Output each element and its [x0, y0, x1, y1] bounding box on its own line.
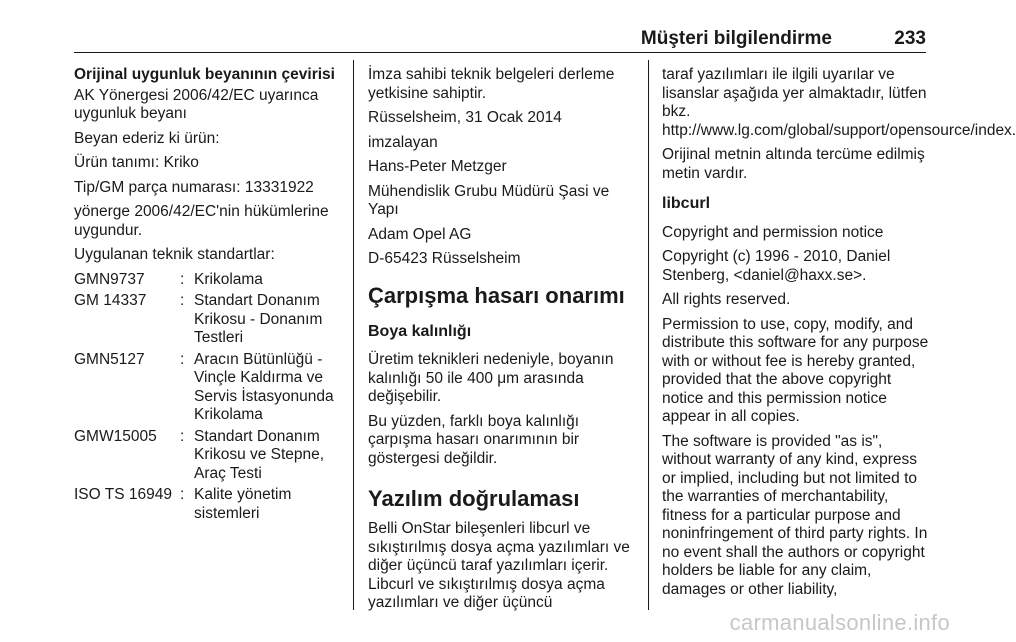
column-divider	[353, 60, 354, 610]
standard-code: GMN9737	[74, 270, 145, 288]
standard-description: Standart Donanım Krikosu - Donanım Testleri	[194, 292, 323, 346]
standards-table	[74, 271, 342, 527]
table-row	[74, 428, 342, 487]
column-divider	[648, 60, 649, 610]
paragraph: İmza sahibi teknik belgeleri derleme yetkisine sahiptir.	[368, 66, 615, 102]
table-row	[74, 486, 342, 526]
paragraph: yönerge 2006/42/EC'nin hükümlerine uygundur.	[74, 203, 329, 239]
paragraph: Adam Opel AG	[368, 225, 472, 243]
table-row	[74, 351, 342, 428]
paragraph: taraf yazılımları ile ilgili uyarılar ve lisanslar aşağıda yer almaktadır, lütfen bkz. http://www.lg.com/global/support/opensource/index.	[662, 66, 1016, 139]
paragraph: The software is provided "as is", without warranty of any kind, express or implied, including but not limited to the warranties of merchantability, fitness for a particular purpose and noninfringement of third party rights. In no event shall the authors or copyright holders be liable for any claim, damages or other liability,	[662, 432, 928, 598]
section-title-collision-repair: Çarpışma hasarı onarımı	[368, 282, 625, 308]
paragraph: Bu yüzden, farklı boya kalınlığı çarpışma hasarı onarımının bir göstergesi değildir.	[368, 412, 580, 467]
declaration-heading: Orijinal uygunluk beyanının çevirisi	[74, 66, 335, 83]
paragraph: Beyan ederiz ki ürün:	[74, 129, 220, 147]
column-3	[662, 66, 1016, 605]
paragraph: Orijinal metnin altında tercüme edilmiş metin vardır.	[662, 146, 925, 182]
paragraph: Mühendislik Grubu Müdürü Şasi ve Yapı	[368, 182, 610, 218]
standard-description: Standart Donanım Krikosu ve Stepne, Araç Testi	[194, 427, 325, 482]
paragraph: Ürün tanımı: Kriko	[74, 154, 199, 171]
page-header	[74, 26, 926, 53]
paragraph: Tip/GM parça numarası: 13331922	[74, 178, 314, 196]
standard-separator: :	[180, 350, 185, 368]
header-title: Müşteri bilgilendirme	[640, 28, 832, 49]
paragraph: AK Yönergesi 2006/42/EC uyarınca uygunluk beyanı	[74, 86, 319, 122]
paragraph: Copyright and permission notice	[662, 223, 884, 241]
standard-description: Aracın Bütünlüğü - Vinçle Kaldırma ve Servis İstasyonunda Krikolama	[194, 350, 334, 423]
standard-separator: :	[180, 427, 185, 445]
standard-description: Krikolama	[194, 270, 263, 288]
paragraph: Üretim teknikleri nedeniyle, boyanın kalınlığı 50 ile 400 μm arasında değişebilir.	[368, 351, 614, 405]
standard-code: GM 14337	[74, 292, 147, 309]
table-row	[74, 292, 342, 351]
paragraph: D-65423 Rüsselsheim	[368, 250, 521, 267]
page-number: 233	[894, 28, 926, 49]
standard-separator: :	[180, 292, 185, 309]
paragraph: Permission to use, copy, modify, and distribute this software for any purpose with or without fee is hereby granted, provided that the above copyright notice and this permission notice appear in all copies.	[662, 315, 929, 425]
paragraph: imzalayan	[368, 133, 438, 151]
paragraph: All rights reserved.	[662, 291, 791, 308]
standard-code: GMN5127	[74, 350, 145, 368]
subsection-title-paint-thickness: Boya kalınlığı	[368, 322, 472, 340]
column-1	[74, 66, 342, 526]
standard-description: Kalite yönetim sistemleri	[194, 486, 292, 522]
libcurl-heading: libcurl	[662, 195, 711, 212]
standard-separator: :	[180, 486, 185, 503]
standard-code: GMW15005	[74, 427, 157, 445]
watermark: carmanualsonline.info	[729, 610, 950, 635]
section-title-software-verification: Yazılım doğrulaması	[368, 486, 580, 511]
paragraph: Hans-Peter Metzger	[368, 158, 507, 175]
paragraph: Rüsselsheim, 31 Ocak 2014	[368, 109, 562, 126]
paragraph: Belli OnStar bileşenleri libcurl ve sıkıştırılmış dosya açma yazılımları ve diğer üçüncü taraf yazılımları içerir. Libcurl ve sıkıştırılmış dosya açma yazılımları ve diğer üçüncü	[368, 520, 630, 611]
table-row	[74, 271, 342, 293]
standard-code: ISO TS 16949	[74, 486, 172, 503]
column-2	[368, 66, 634, 619]
standard-separator: :	[180, 270, 185, 288]
paragraph: Uygulanan teknik standartlar:	[74, 246, 275, 263]
paragraph: Copyright (c) 1996 - 2010, Daniel Stenberg, <daniel@haxx.se>.	[662, 248, 891, 284]
